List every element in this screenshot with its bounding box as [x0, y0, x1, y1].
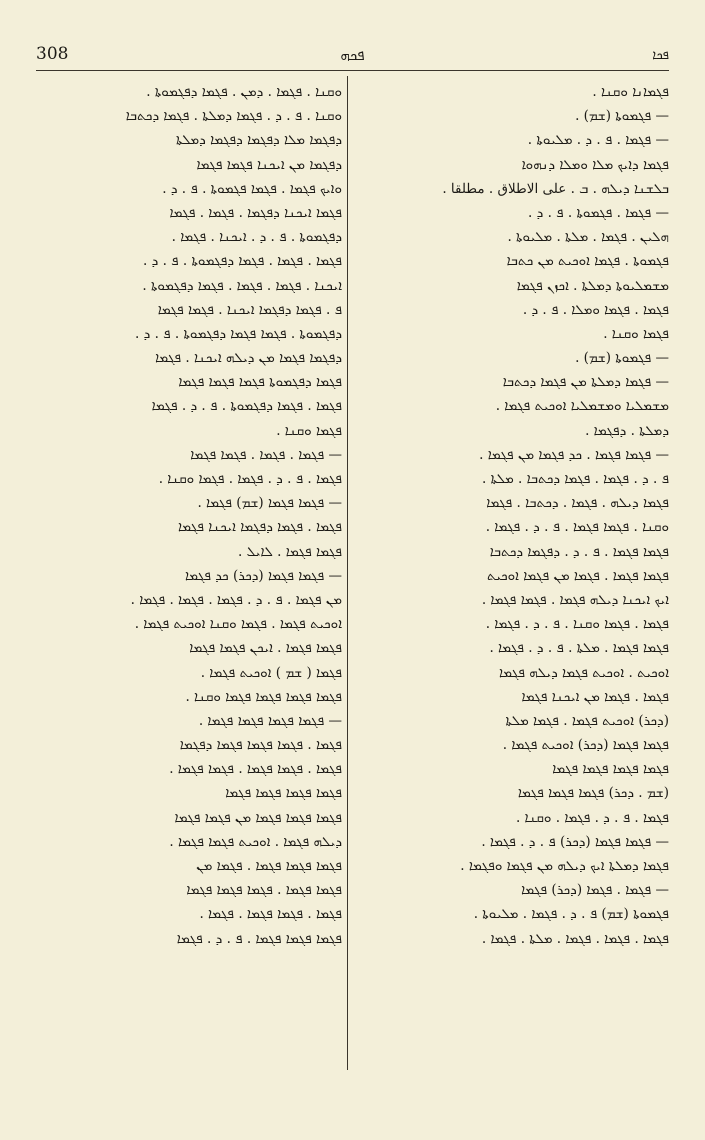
- text-line: ܐܘܟܝܬ . ܐܘܟܝܬ ܦܓܡܐ ܕܝܠܗ ܦܓܡܐ: [499, 664, 669, 681]
- page-header: [36, 44, 669, 68]
- column-divider: [347, 76, 348, 1070]
- text-line: ܦܓܡܐ ( ܫܡ ) ܐܘܟܝܬ ܦܓܡܐ .: [200, 664, 342, 681]
- text-line: ܐܝܟ ܐܝܟܢܐ ܕܝܠܗ ܦܓܡܐ . ܦܓܡܐ ܦܓܡܐ .: [481, 591, 669, 608]
- text-line: ܘܐܝܟ ܦܓܡܐ . ܦܓܡܐ ܦܓܡܘܬܐ . ܦ . ܕ .: [162, 180, 342, 197]
- text-line: ܦܓܡܐ . ܦ . ܕ . ܦܓܡܐ . ܦܓܡܐ ܘܩܢܐ .: [158, 471, 342, 487]
- text-line: ܘܩܢܐ . ܦ . ܕ . ܦܓܡܐ ܕܡܠܬܐ . ܦܓܡܐ ܕܟܬܒܐ: [125, 108, 342, 125]
- root-word: ܦܟܐ: [652, 48, 669, 63]
- text-line: ܦܓܡܐ ܕܝܠܗ . ܦܓܡܐ . ܕܟܬܒܐ . ܦܓܡܐ: [486, 495, 669, 512]
- text-line: ܦܓܡܘܬܐ . ܦܓܡܐ ܐܘܟܝܬ ܡܢ ܟܬܒܐ: [506, 253, 669, 270]
- text-line: — ܦܓܡܐ ܦܓܡܐ (ܕܟܪ) ܦ . ܕ . ܦܓܡܐ .: [481, 833, 669, 850]
- text-line: ܦܓܡܐ ܦܓܡܐ ܦܓܡܐ ܦܓܡܐ: [552, 761, 669, 778]
- text-line: ܦܓܡܐ . ܦܓܡܐ ܕܦܓܡܘܬܐ . ܦ . ܕ . ܦܓܡܐ: [151, 398, 342, 415]
- text-line: ܦܓܡܐ . ܦܓܡܐ ܘܡܠܐ . ܦ . ܕ .: [522, 301, 669, 318]
- text-line: ܦܓܡܐ ܦܓܡܐ . ܦܓܡܐ ܡܢ ܦܓܡܐ ܐܘܟܝܬ: [487, 567, 669, 584]
- text-line: ܦܓܡܐ ܦܓܡܐ ܦܓܡܐ ܦܓܡܐ: [225, 785, 342, 802]
- text-line: — ܦܓܡܘܬܐ (ܫܡ) .: [575, 108, 669, 125]
- text-line: ܦܓܡܐ ܦܓܡܐ . ܦܓܡܐ ܦܓܡܐ ܦܓܡܐ: [186, 882, 342, 899]
- text-line: ܦܓܡܐ ܦܓܡܐ ܦܓܡܐ ܡܢ ܦܓܡܐ ܦܓܡܐ: [174, 809, 342, 826]
- text-line: — ܦܓܡܐ ܦܓܡܐ (ܫܡ) ܦܓܡܐ .: [197, 495, 342, 512]
- text-line: ܡܢ ܦܓܡܐ . ܦ . ܕ . ܦܓܡܐ . ܦܓܡܐ . ܦܓܡܐ .: [130, 591, 342, 608]
- text-line: ܕܦܓܡܐ ܦܓܡܐ ܡܢ ܕܝܠܗ ܐܝܟܢܐ . ܦܓܡܐ: [155, 350, 342, 367]
- text-line: — ܦܓܡܐ ܦܓܡܐ (ܕܟܪ) ܟܕ ܦܓܡܐ: [185, 567, 342, 584]
- text-line: ܒܠܫܢܐ ܕܝܠܗ . ܒ . على الاطلاق . مطلقا .: [442, 180, 669, 197]
- text-line: ܕܦܓܡܐ ܡܢ ܐܝܟܢܐ ܦܓܡܐ ܦܓܡܐ: [196, 156, 342, 173]
- text-line: ܦܓܡܐ ܦܓܡܐ (ܕܟܪ) ܐܘܟܝܬ ܦܓܡܐ .: [502, 737, 669, 754]
- text-line: ܦ . ܦܓܡܐ ܕܦܓܡܐ ܐܝܟܢܐ . ܦܓܡܐ ܦܓܡܐ: [157, 301, 342, 318]
- text-line: ܡܫܡܠܝܐ ܘܡܫܡܠܝܐ ܐܘܟܝܬ ܦܓܡܐ .: [495, 398, 669, 415]
- header-rule: [36, 70, 669, 71]
- text-line: ܦܓܡܐ . ܦܓܡܐ ܦܓܡܐ ܦܓܡܐ ܕܦܓܡܐ: [179, 737, 342, 754]
- text-line: ܦܓܡܐܢܐ ܘܩܢܐ .: [592, 84, 669, 100]
- text-line: ܦܓܡܘܬܐ (ܫܡ) ܦ . ܕ . ܦܓܡܐ . ܡܠܝܘܬܐ .: [473, 906, 669, 923]
- text-line: ܦܓܡܐ ܦܓܡܐ . ܡܠܬܐ . ܦ . ܕ . ܦܓܡܐ .: [489, 640, 669, 657]
- text-line: — ܦܓܡܐ . ܦܓܡܘܬܐ . ܦ . ܕ .: [528, 204, 669, 221]
- text-line: ܦܓܡܐ . ܦܓܡܐ . ܦܓܡܐ ܕܦܓܡܘܬܐ . ܦ . ܕ .: [143, 253, 342, 270]
- text-line: ܕܦܓܡܘܬܐ . ܦ . ܕ . ܐܝܟܢܐ . ܦܓܡܐ .: [171, 229, 342, 246]
- page-number: 308: [36, 44, 69, 64]
- text-line: ܦܓܡܐ ܘܩܢܐ .: [276, 422, 342, 439]
- text-line: ܦܓܡܐ ܐܝܟܢܐ ܕܦܓܡܐ . ܦܓܡܐ . ܦܓܡܐ: [169, 204, 342, 221]
- text-line: ܦܓܡܐ ܕܐܝܟ ܡܠܐ ܘܡܠܐ ܕܢܗܘܐ: [521, 156, 669, 173]
- right-column: [363, 80, 669, 951]
- text-line: — ܦܓܡܐ . ܦܓܡܐ (ܕܟܪ) ܦܓܡܐ: [521, 882, 669, 899]
- text-line: ܕܦܓܡܐ ܡܠܐ ܕܦܓܡܐ ܕܦܓܡܐ ܕܡܠܬܐ: [176, 132, 342, 149]
- text-line: ܦܓܡܐ . ܦܓܡܐ ܘܩܢܐ . ܦ . ܕ . ܦܓܡܐ .: [485, 616, 669, 633]
- text-line: ܦܓܡܐ . ܦ . ܕ . ܦܓܡܐ . ܘܩܢܐ .: [515, 809, 669, 826]
- text-line: — ܦܓܡܐ . ܦ . ܕ . ܡܠܝܘܬܐ .: [527, 132, 669, 149]
- text-line: ܦܓܡܐ ܕܡܠܬܐ ܐܝܟ ܕܝܠܗ ܡܢ ܦܓܡܐ ܘܦܓܡܐ .: [460, 858, 669, 874]
- text-line: ܘܩܢܐ . ܦܓܡܐ ܦܓܡܐ . ܦ . ܕ . ܦܓܡܐ .: [485, 519, 669, 536]
- text-line: ܕܝܠܗ ܦܓܡܐ . ܐܘܟܝܬ ܦܓܡܐ ܦܓܡܐ .: [169, 833, 342, 850]
- text-line: ܐܘܟܝܬ ܦܓܡܐ . ܦܓܡܐ ܘܩܢܐ ܐܘܟܝܬ ܦܓܡܐ .: [134, 616, 342, 633]
- text-line: ܦܓܡܐ ܕܦܓܡܘܬܐ ܦܓܡܐ ܦܓܡܐ ܦܓܡܐ: [178, 374, 342, 391]
- text-line: ܦܓܡܐ ܦܓܡܐ ܦܓܡܐ ܦܓܡܐ ܘܩܢܐ .: [185, 688, 342, 705]
- left-column: [36, 80, 342, 951]
- text-line: — ܦܓܡܐ ܦܓܡܐ ܦܓܡܐ ܦܓܡܐ .: [198, 712, 342, 729]
- text-line: ܘܩܢܐ . ܦܓܡܐ . ܕܡܢ . ܦܓܡܐ ܕܦܓܡܘܬܐ .: [146, 84, 342, 100]
- text-line: ܕܡܠܬܐ . ܕܦܓܡܐ .: [585, 422, 669, 439]
- text-line: ܦܓܡܐ ܦܓܡܐ . ܠܐܝܠ .: [237, 543, 342, 560]
- running-title: ܦܟܗ: [340, 46, 365, 64]
- text-line: — ܦܓܡܘܬܐ (ܫܡ) .: [575, 350, 669, 367]
- text-line: ܦܓܡܐ ܦܓܡܐ ܦܓܡܐ . ܦ . ܕ . ܦܓܡܐ: [176, 930, 342, 947]
- text-line: — ܦܓܡܐ ܕܡܠܬܐ ܡܢ ܦܓܡܐ ܕܟܬܒܐ: [502, 374, 669, 391]
- text-line: ܦ . ܕ . ܦܓܡܐ . ܦܓܡܐ ܕܟܬܒܐ . ܡܠܬܐ .: [482, 471, 669, 487]
- text-line: ܦܓܡܐ . ܦܓܡܐ ܦܓܡܐ . ܦܓܡܐ ܦܓܡܐ .: [169, 761, 342, 778]
- text-line: — ܦܓܡܐ ܦܓܡܐ . ܟܕ ܦܓܡܐ ܡܢ ܦܓܡܐ .: [479, 446, 669, 463]
- text-line: ܐܝܟܢܐ . ܦܓܡܐ . ܦܓܡܐ . ܦܓܡܐ ܕܦܓܡܘܬܐ .: [142, 277, 342, 294]
- text-line: ܡܫܡܠܝܘܬܐ ܕܡܠܬܐ . ܐܟܙܢ ܦܓܡܐ: [516, 277, 669, 294]
- text-line: (ܕܟܪ) ܐܘܟܝܬ ܦܓܡܐ . ܦܓܡܐ ܡܠܬܐ: [505, 712, 669, 729]
- text-line: ܦܓܡܐ . ܦܓܡܐ ܦܓܡܐ . ܦܓܡܐ .: [199, 906, 342, 923]
- text-line: ܦܓܡܐ ܦܓܡܐ . ܦ . ܕ . ܕܦܓܡܐ ܕܟܬܒܐ: [489, 543, 669, 560]
- text-line: ܕܦܓܡܘܬܐ . ܦܓܡܐ ܦܓܡܐ ܕܦܓܡܘܬܐ . ܦ . ܕ .: [135, 325, 342, 342]
- text-line: ܦܓܡܐ . ܦܓܡܐ ܕܦܓܡܐ ܐܝܟܢܐ ܦܓܡܐ: [178, 519, 342, 536]
- text-line: ܦܓܡܐ ܦܓܡܐ . ܐܝܟܢ ܦܓܡܐ ܦܓܡܐ: [189, 640, 342, 657]
- text-line: ܦܓܡܐ . ܦܓܡܐ . ܦܓܡܐ . ܡܠܬܐ . ܦܓܡܐ .: [481, 930, 669, 947]
- text-line: ܦܓܡܐ ܘܩܢܐ .: [603, 325, 669, 342]
- text-line: — ܦܓܡܐ . ܦܓܡܐ . ܦܓܡܐ ܦܓܡܐ: [190, 446, 342, 463]
- text-line: (ܫܡ . ܕܟܪ) ܦܓܡܐ ܦܓܡܐ ܦܓܡܐ: [517, 785, 669, 802]
- text-line: ܦܓܡܐ ܦܓܡܐ ܦܓܡܐ . ܦܓܡܐ ܡܢ: [196, 858, 342, 874]
- text-line: ܗܠܝܢ . ܦܓܡܐ . ܡܠܬܐ . ܡܠܝܘܬܐ .: [507, 229, 669, 246]
- text-line: ܦܓܡܐ . ܦܓܡܐ ܡܢ ܐܝܟܢܐ ܦܓܡܐ: [521, 688, 669, 705]
